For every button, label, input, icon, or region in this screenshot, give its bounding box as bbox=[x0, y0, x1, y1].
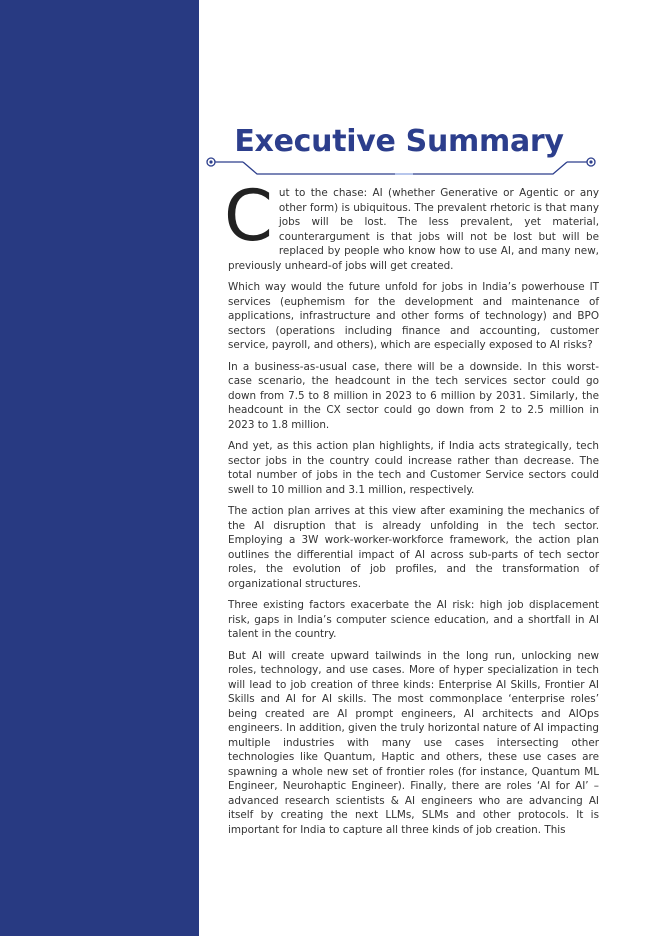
drop-cap: C bbox=[224, 175, 273, 257]
paragraph-strategic-case: And yet, as this action plan highlights, if India acts strategically, tech sector jobs in the country could increase rather than decrease. The total number of jobs in the tech and Customer Service sectors could swell to 10 million and 3.1 million, respectively. bbox=[228, 440, 599, 496]
paragraph-intro bbox=[224, 175, 599, 273]
summary-body bbox=[224, 175, 599, 844]
paragraph-job-creation: But AI will create upward tailwinds in the long run, unlocking new roles, technology, and use cases. More of hyper specialization in tech will lead to job creation of three kinds: Enterprise AI Skills, Frontier AI Skills and AI for AI skills. The most commonplace ‘enterprise roles’ being created are AI prompt engineers, AI architects and AIOps engineers. In addition, given the truly horizontal nature of AI impacting multiple industries with many use cases intersecting other technologies like Quantum, Haptic and others, these use cases are spawning a whole new set of frontier roles (for instance, Quantum ML Engineer, Neurohaptic Engineer). Finally, there are roles ‘AI for AI’ – advanced research scientists & AI engineers who are advancing AI itself by creating the next LLMs, SLMs and other protocols. It is important for India to capture all three kinds of job creation. This bbox=[228, 649, 599, 836]
paragraph-question: Which way would the future unfold for jobs in India’s powerhouse IT services (euphemism for the development and maintenance of applications, infrastructure and other forms of technology) and BPO sectors (operations including finance and accounting, customer service, payroll, and others), which are especially exposed to AI risks? bbox=[228, 281, 599, 351]
sidebar-band bbox=[0, 0, 199, 936]
paragraph-framework: The action plan arrives at this view after examining the mechanics of the AI disruption that is already unfolding in the tech sector. Employing a 3W work-worker-workforce framework, the action plan outlines the differential impact of AI across sub-parts of tech sector roles, the evolution of job profiles, and the transformation of organizational structures. bbox=[228, 505, 599, 590]
paragraph-intro-text: ut to the chase: AI (whether Generative or Agentic or any other form) is ubiquitous. The prevalent rhetoric is that many jobs will be lost. The less prevalent, yet material, counterargument is that jobs will not be lost but will be replaced by people who know how to use AI, and many new, previously unheard-of jobs will get created. bbox=[228, 187, 599, 272]
paragraph-worst-case: In a business-as-usual case, there will be a downside. In this worst-case scenario, the headcount in the tech services sector could go down from 7.5 to 8 million in 2023 to 6 million by 2031. Similarly, the headcount in the CX sector could go down from 2 to 2.5 million in 2023 to 1.8 million. bbox=[228, 360, 599, 431]
paragraph-risk-factors: Three existing factors exacerbate the AI risk: high job displacement risk, gaps in India’s computer science education, and a shortfall in AI talent in the country. bbox=[228, 599, 599, 640]
page-title: Executive Summary bbox=[234, 124, 564, 159]
